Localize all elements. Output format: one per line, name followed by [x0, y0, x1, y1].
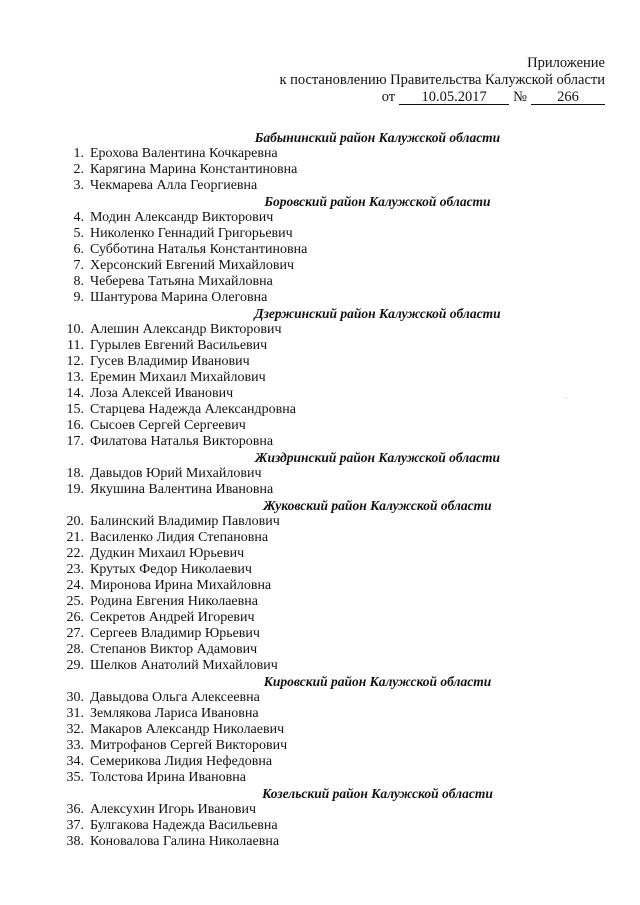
person-name: Сергеев Владимир Юрьевич: [90, 626, 260, 641]
person-name: Толстова Ирина Ивановна: [90, 770, 246, 785]
from-label: от: [381, 89, 396, 105]
person-name: Филатова Наталья Викторовна: [90, 434, 274, 449]
list-item: [60, 418, 580, 434]
list-item: [60, 818, 580, 834]
person-name: Семерикова Лидия Нефедовна: [90, 754, 273, 769]
person-name: Алексухин Игорь Иванович: [90, 802, 257, 817]
resolution-date-number: [279, 89, 605, 106]
list-item-number: 16.: [66, 418, 84, 433]
person-name: Секретов Андрей Игоревич: [90, 610, 255, 625]
number-label: №: [513, 89, 527, 105]
list-item-number: 33.: [66, 738, 84, 753]
person-name: Лоза Алексей Иванович: [90, 386, 234, 401]
list-item: [60, 658, 580, 674]
district-heading: Жиздринский район Калужской области: [255, 450, 500, 465]
list-item: [60, 642, 580, 658]
list-item-number: 26.: [66, 610, 84, 625]
person-name: Еремин Михаил Михайлович: [90, 370, 266, 385]
person-name: Макаров Александр Николаевич: [90, 722, 285, 737]
list-item-number: 14.: [66, 386, 84, 401]
person-name: Булгакова Надежда Васильевна: [90, 818, 278, 833]
list-item: [60, 178, 580, 194]
list-item-number: 23.: [66, 562, 84, 577]
list-item-number: 37.: [66, 818, 84, 833]
person-name: Ерохова Валентина Кочкаревна: [90, 146, 278, 161]
list-item: [60, 146, 580, 162]
list-item-number: 17.: [66, 434, 84, 449]
list-item: [60, 722, 580, 738]
list-item-number: 21.: [66, 530, 84, 545]
list-item-number: 38.: [66, 834, 84, 849]
person-name: Чекмарева Алла Георгиевна: [90, 178, 258, 193]
list-item: [60, 210, 580, 226]
list-item: [60, 162, 580, 178]
list-item-number: 32.: [66, 722, 84, 737]
list-item: [60, 802, 580, 818]
list-item: [60, 690, 580, 706]
person-name: Давыдов Юрий Михайлович: [90, 466, 262, 481]
list-item-number: 6.: [73, 242, 84, 257]
list-item: [60, 386, 580, 402]
list-item-number: 22.: [66, 546, 84, 561]
list-item: [60, 738, 580, 754]
list-item-number: 8.: [73, 274, 84, 289]
document-header: [279, 55, 605, 106]
person-name: Шелков Анатолий Михайлович: [90, 658, 278, 673]
list-item-number: 2.: [73, 162, 84, 177]
list-item-number: 15.: [66, 402, 84, 417]
person-name: Чеберева Татьяна Михайловна: [90, 274, 273, 289]
list-item: [60, 530, 580, 546]
list-item-number: 24.: [66, 578, 84, 593]
district-heading: Козельский район Калужской области: [262, 786, 493, 801]
resolution-number: 266: [531, 90, 605, 105]
list-item: [60, 274, 580, 290]
person-name: Коновалова Галина Николаевна: [90, 834, 280, 849]
list-item-number: 31.: [66, 706, 84, 721]
list-item-number: 5.: [73, 226, 84, 241]
person-name: Шантурова Марина Олеговна: [90, 290, 268, 305]
person-name: Сысоев Сергей Сергеевич: [90, 418, 246, 433]
list-item: [60, 402, 580, 418]
person-name: Митрофанов Сергей Викторович: [90, 738, 288, 753]
list-item-number: 29.: [66, 658, 84, 673]
person-name: Херсонский Евгений Михайлович: [90, 258, 295, 273]
person-name: Дудкин Михаил Юрьевич: [90, 546, 245, 561]
person-name: Миронова Ирина Михайловна: [90, 578, 272, 593]
list-item: [60, 466, 580, 482]
district-heading: Кировский район Калужской области: [263, 674, 492, 689]
list-item: [60, 482, 580, 498]
list-item-number: 27.: [66, 626, 84, 641]
list-item: [60, 594, 580, 610]
list-item: [60, 834, 580, 850]
list-item: [60, 546, 580, 562]
list-item-number: 35.: [66, 770, 84, 785]
list-item: [60, 258, 580, 274]
person-name: Балинский Владимир Павлович: [90, 514, 280, 529]
person-name: Степанов Виктор Адамович: [90, 642, 258, 657]
list-item: [60, 290, 580, 306]
list-item: [60, 562, 580, 578]
person-name: Гурылев Евгений Васильевич: [90, 338, 268, 353]
list-item: [60, 626, 580, 642]
list-item-number: 1.: [73, 146, 84, 161]
list-item-number: 36.: [66, 802, 84, 817]
person-name: Крутых Федор Николаевич: [90, 562, 252, 577]
person-name: Николенко Геннадий Григорьевич: [90, 226, 293, 241]
list-item: [60, 338, 580, 354]
list-item-number: 4.: [73, 210, 84, 225]
list-item: [60, 514, 580, 530]
list-item-number: 12.: [66, 354, 84, 369]
person-name: Давыдова Ольга Алексеевна: [90, 690, 260, 705]
list-item: [60, 370, 580, 386]
district-heading: Дзержинский район Калужской области: [254, 306, 501, 321]
scan-mark: ··: [562, 394, 568, 403]
list-item: [60, 354, 580, 370]
list-item-number: 7.: [73, 258, 84, 273]
person-name: Модин Александр Викторович: [90, 210, 274, 225]
list-item: [60, 578, 580, 594]
resolution-date: 10.05.2017: [399, 90, 509, 105]
person-name: Старцева Надежда Александровна: [90, 402, 296, 417]
person-name: Василенко Лидия Степановна: [90, 530, 269, 545]
person-name: Субботина Наталья Константиновна: [90, 242, 308, 257]
list-item: [60, 434, 580, 450]
list-item: [60, 242, 580, 258]
list-item: [60, 610, 580, 626]
district-heading: Жуковский район Калужской области: [263, 498, 492, 513]
list-item: [60, 754, 580, 770]
list-item: [60, 322, 580, 338]
people-list: [60, 130, 580, 850]
list-item-number: 34.: [66, 754, 84, 769]
list-item-number: 19.: [66, 482, 84, 497]
resolution-reference: к постановлению Правительства Калужской области: [279, 72, 605, 88]
list-item-number: 20.: [66, 514, 84, 529]
list-item-number: 13.: [66, 370, 84, 385]
person-name: Алешин Александр Викторович: [90, 322, 282, 337]
person-name: Родина Евгения Николаевна: [90, 594, 258, 609]
person-name: Якушина Валентина Ивановна: [90, 482, 274, 497]
district-heading: Боровский район Калужской области: [264, 194, 491, 209]
district-heading: Бабынинский район Калужской области: [254, 130, 501, 145]
list-item-number: 18.: [66, 466, 84, 481]
list-item-number: 3.: [73, 178, 84, 193]
person-name: Гусев Владимир Иванович: [90, 354, 250, 369]
list-item: [60, 226, 580, 242]
list-item-number: 9.: [73, 290, 84, 305]
list-item-number: 25.: [66, 594, 84, 609]
appendix-title: Приложение: [527, 55, 605, 71]
list-item-number: 28.: [66, 642, 84, 657]
list-item: [60, 770, 580, 786]
person-name: Карягина Марина Константиновна: [90, 162, 298, 177]
person-name: Землякова Лариса Ивановна: [90, 706, 259, 721]
list-item-number: 11.: [67, 338, 84, 353]
list-item-number: 10.: [66, 322, 84, 337]
list-item-number: 30.: [66, 690, 84, 705]
list-item: [60, 706, 580, 722]
